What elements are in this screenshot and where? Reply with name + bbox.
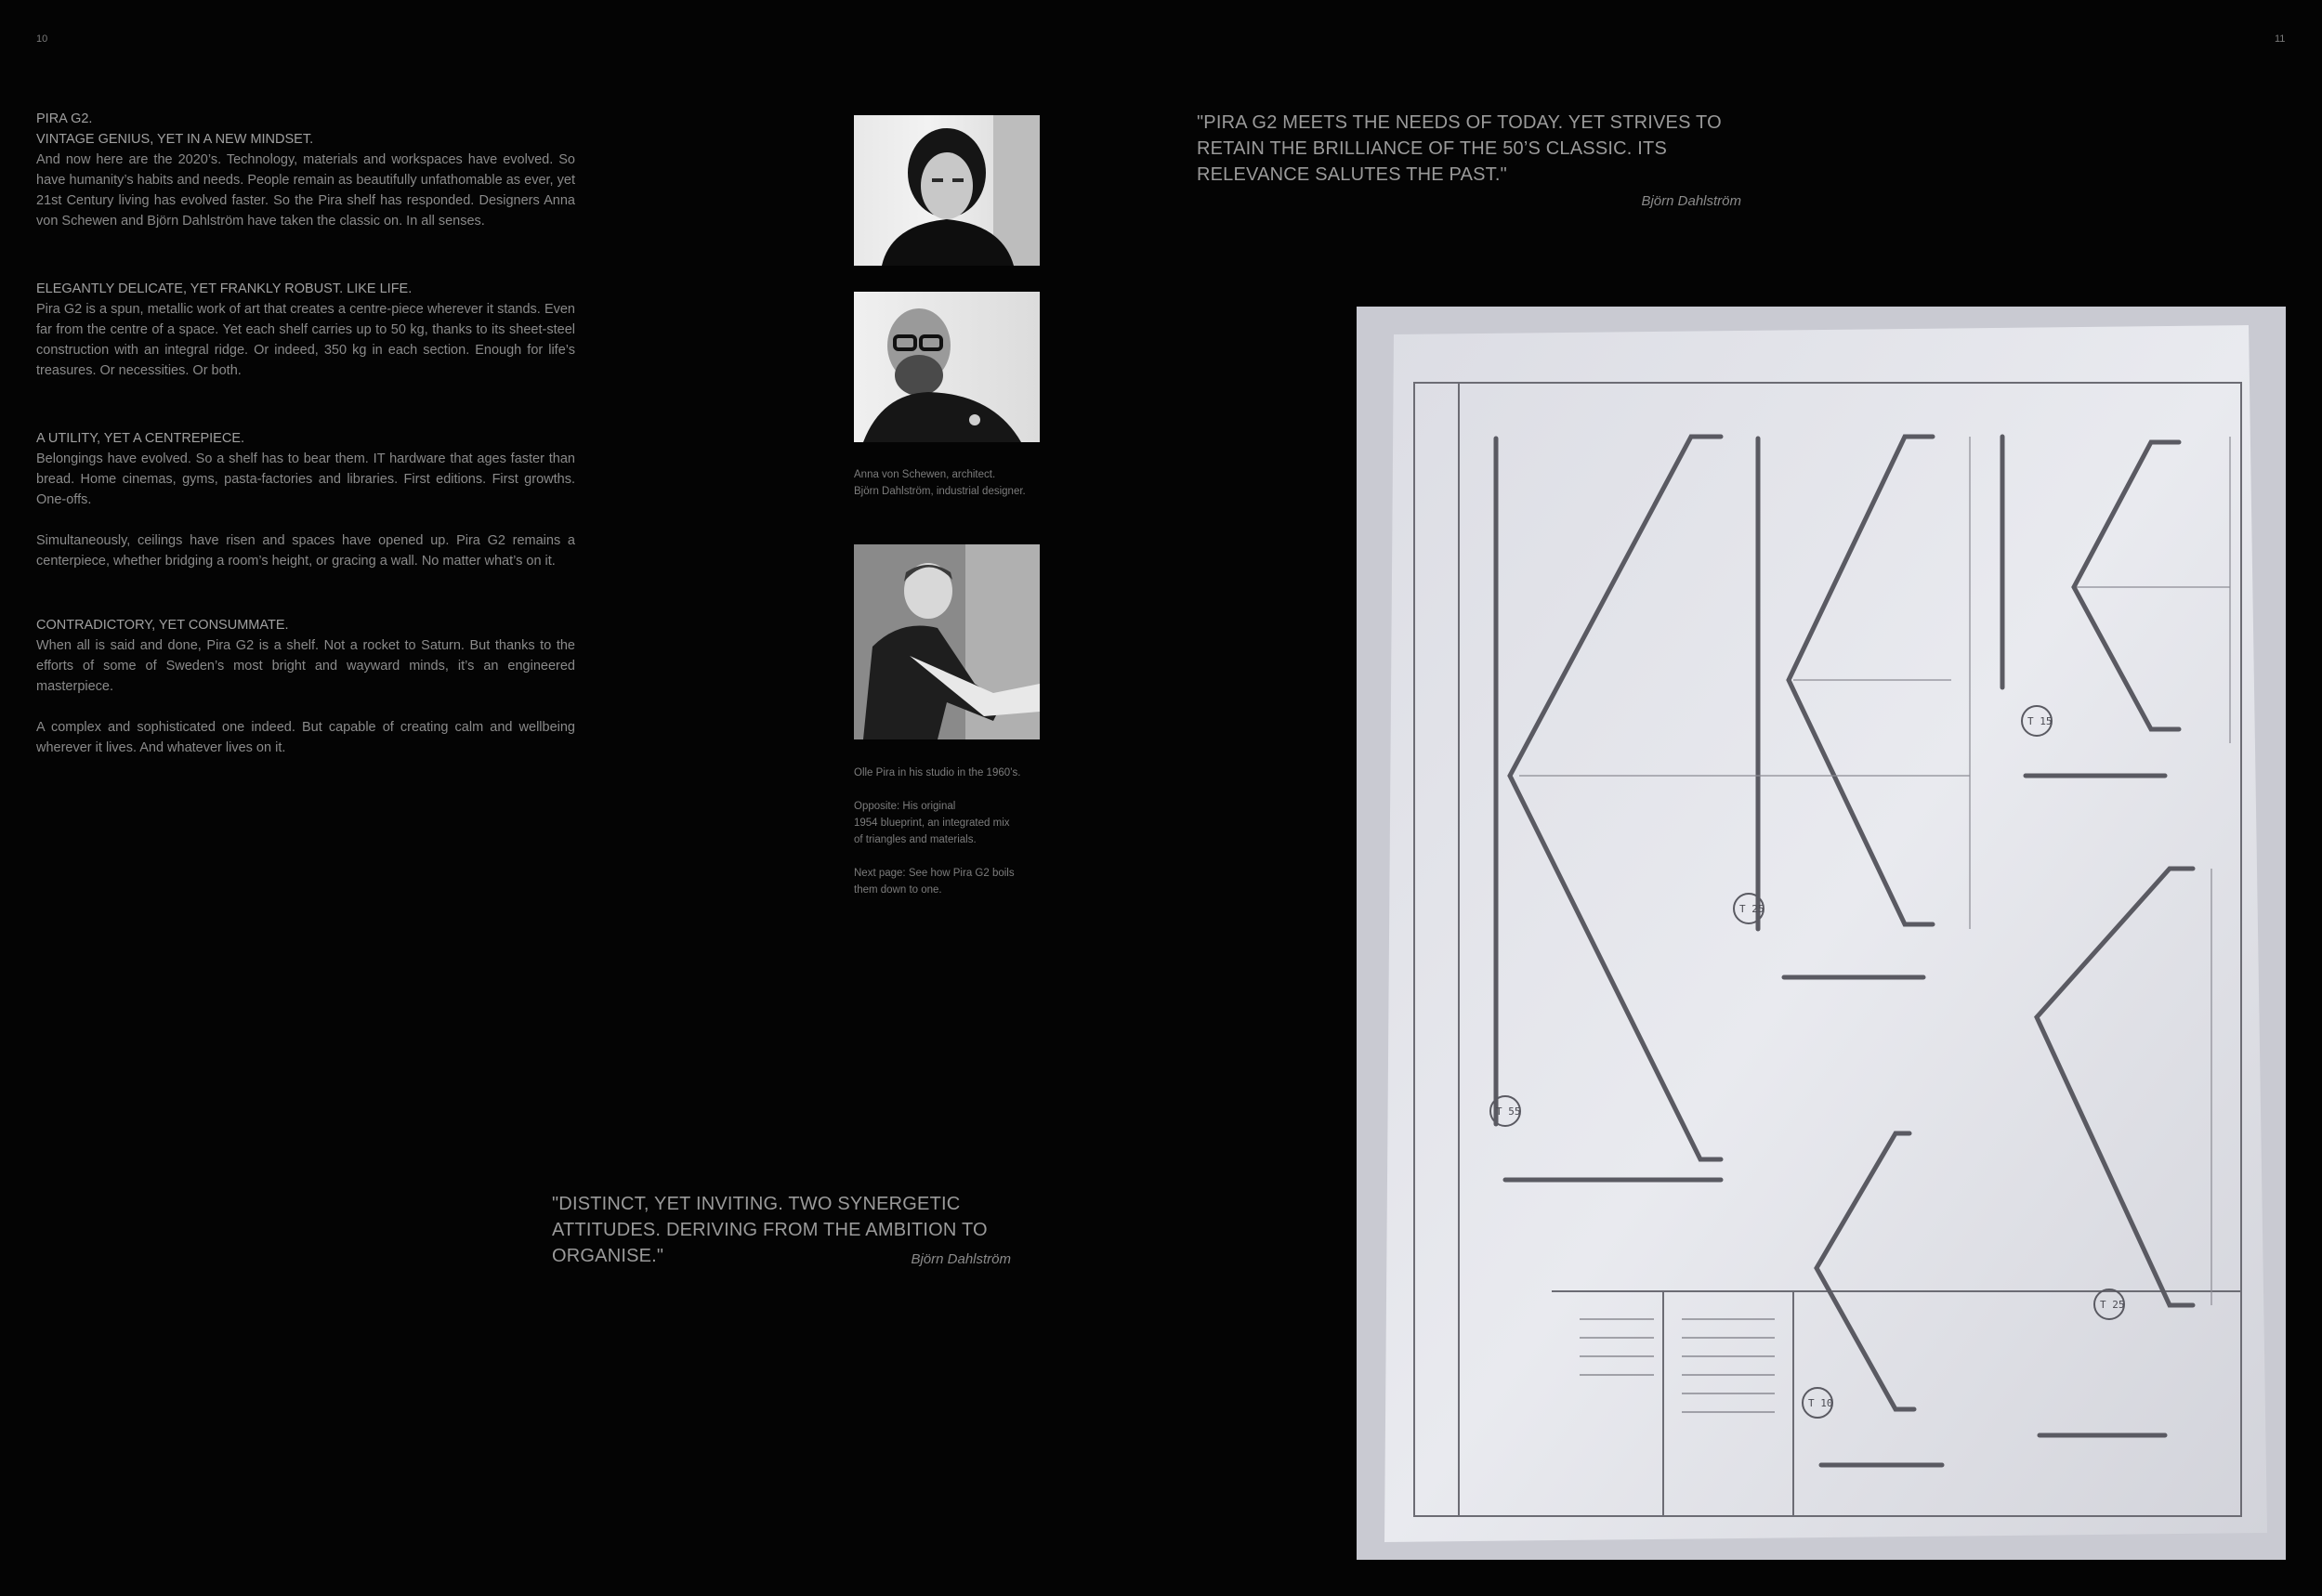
section-paragraph: Belongings have evolved. So a shelf has to bear them. IT hardware that ages faster than bread. Home cinemas, gyms, pasta-factories and libraries. First editions. First growths. One-offs.	[36, 451, 575, 507]
quote-top: "PIRA G2 MEETS THE NEEDS OF TODAY. YET STRIVES TO RETAIN THE BRILLIANCE OF THE 50’S CLASSIC. ITS RELEVANCE SALUTES THE PAST."	[1197, 112, 1722, 185]
page-number-right: 11	[2275, 33, 2286, 45]
caption-studio	[854, 765, 1077, 898]
section-paragraph: Pira G2 is a spun, metallic work of art that creates a centre-piece wherever it stands. Even far from the centre of a space. Yet each shelf carries up to 50 kg, thanks to its sheet-steel construction with an integral ridge. Or indeed, 350 kg in each section. Enough for life’s treasures. Or necessities. Or both.	[36, 302, 575, 378]
section-heading: ELEGANTLY DELICATE, YET FRANKLY ROBUST. LIKE LIFE.	[36, 281, 413, 296]
caption-line: Björn Dahlström, industrial designer.	[854, 486, 1026, 497]
section-utility-centrepiece	[36, 428, 575, 571]
blueprint-drawing	[1357, 307, 2286, 1560]
blueprint-label: T 10	[1808, 1397, 1833, 1409]
section-paragraph: Simultaneously, ceilings have risen and spaces have opened up. Pira G2 remains a centerpiece, whether bridging a room’s height, or gracing a wall. No matter what’s on it.	[36, 533, 575, 569]
photo-bjorn-dahlstrom	[854, 292, 1040, 442]
photo-anna-von-schewen	[854, 115, 1040, 266]
photo-olle-pira	[854, 544, 1040, 739]
quote-bottom: "DISTINCT, YET INVITING. TWO SYNERGETIC ATTITUDES. DERIVING FROM THE AMBITION TO ORGANISE."	[552, 1194, 988, 1266]
blueprint-label: T 15	[2027, 715, 2053, 727]
blueprint-label: T 55	[1496, 1105, 1521, 1118]
quote-bottom-author: Björn Dahlström	[911, 1251, 1011, 1267]
quote-top-author: Björn Dahlström	[1641, 193, 1741, 209]
section-heading: CONTRADICTORY, YET CONSUMMATE.	[36, 618, 289, 633]
blueprint-label: T 25	[2100, 1299, 2125, 1311]
section-elegantly-delicate	[36, 279, 575, 381]
section-vintage-genius	[36, 109, 575, 231]
blueprint-label: T 25	[1739, 903, 1764, 915]
portrait-woman-image	[854, 115, 1040, 266]
section-paragraph: A complex and sophisticated one indeed. But capable of creating calm and wellbeing wherever it lives. And whatever lives on it.	[36, 720, 575, 755]
caption-line: Opposite: His original 1954 blueprint, an integrated mix of triangles and materials.	[854, 801, 1010, 845]
portrait-olle-pira-image	[854, 544, 1040, 739]
caption-line: Olle Pira in his studio in the 1960’s.	[854, 767, 1021, 778]
blueprint-image	[1357, 307, 2286, 1560]
section-heading: PIRA G2. VINTAGE GENIUS, YET IN A NEW MINDSET.	[36, 111, 314, 147]
section-contradictory	[36, 615, 575, 758]
page-number-left: 10	[36, 33, 48, 45]
section-paragraph: When all is said and done, Pira G2 is a shelf. Not a rocket to Saturn. But thanks to the efforts of some of Sweden’s most bright and wayward minds, it’s an engineered masterpiece.	[36, 638, 575, 694]
section-paragraph: And now here are the 2020’s. Technology, materials and workspaces have evolved. So have humanity’s habits and needs. People remain as beautifully unfathomable as ever, yet 21st Century living has evolved faster. So the Pira shelf has responded. Designers Anna von Schewen and Björn Dahlström have taken the classic on. In all senses.	[36, 152, 575, 229]
portrait-man-image	[854, 292, 1040, 442]
caption-line: Anna von Schewen, architect.	[854, 469, 996, 480]
caption-line: Next page: See how Pira G2 boils them down to one.	[854, 868, 1015, 896]
section-heading: A UTILITY, YET A CENTREPIECE.	[36, 431, 245, 446]
caption-designers	[854, 466, 1077, 500]
